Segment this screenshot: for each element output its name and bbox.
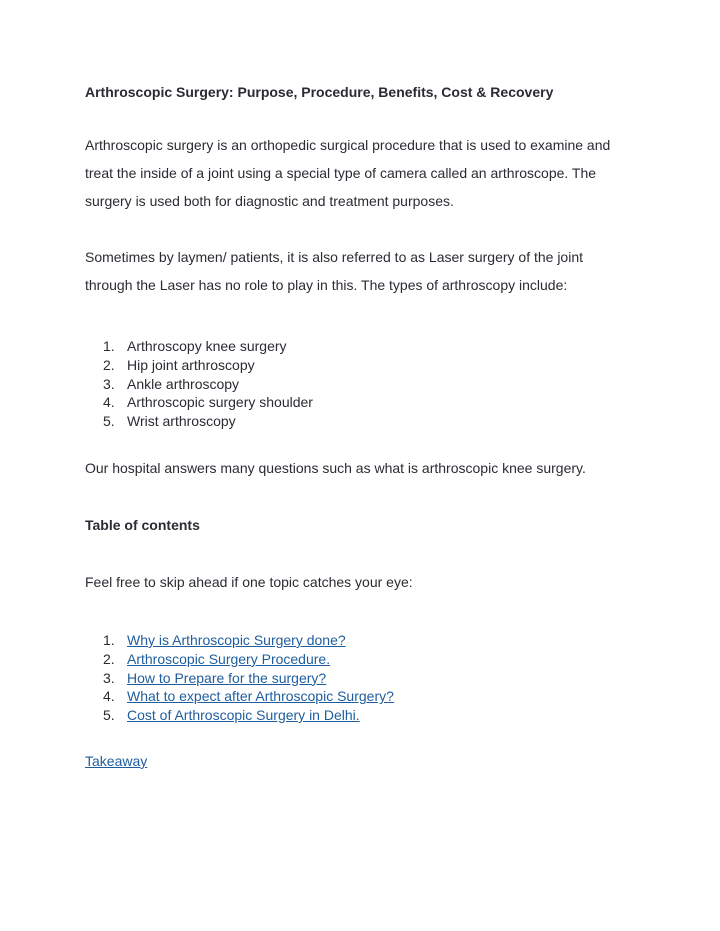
toc-link-why[interactable]: Why is Arthroscopic Surgery done? xyxy=(127,632,346,648)
list-number: 2. xyxy=(103,356,115,373)
toc-item xyxy=(103,687,394,706)
list-item-label: Ankle arthroscopy xyxy=(127,375,240,392)
toc-item xyxy=(103,669,394,688)
takeaway-link[interactable]: Takeaway xyxy=(85,753,148,769)
arthroscopy-types-list xyxy=(103,337,313,431)
list-item xyxy=(103,356,313,375)
list-number: 5. xyxy=(103,413,115,429)
list-item xyxy=(103,337,313,356)
toc-heading: Table of contents xyxy=(85,517,200,533)
toc-link-prepare[interactable]: How to Prepare for the surgery? xyxy=(127,669,327,686)
toc-item xyxy=(103,706,394,725)
takeaway-container xyxy=(85,753,147,769)
list-item-label: Arthroscopic surgery shoulder xyxy=(127,394,313,411)
document-title: Arthroscopic Surgery: Purpose, Procedure, Benefits, Cost & Recovery xyxy=(85,84,554,100)
list-number: 1. xyxy=(103,338,115,354)
list-number: 4. xyxy=(103,688,115,705)
list-item-label: Wrist arthroscopy xyxy=(127,413,236,429)
intro-line: Arthroscopic surgery is an orthopedic surgical procedure that is used to examine and xyxy=(85,137,611,153)
list-item xyxy=(103,375,313,394)
list-number: 3. xyxy=(103,375,115,392)
hospital-paragraph: Our hospital answers many questions such as what is arthroscopic knee surgery. xyxy=(85,460,586,476)
laser-line: through the Laser has no role to play in this. The types of arthroscopy include: xyxy=(85,277,568,293)
toc-link-cost[interactable]: Cost of Arthroscopic Surgery in Delhi. xyxy=(127,707,360,723)
toc-intro: Feel free to skip ahead if one topic catches your eye: xyxy=(85,574,413,590)
toc-list xyxy=(103,631,394,725)
list-number: 4. xyxy=(103,394,115,411)
list-number: 3. xyxy=(103,669,115,686)
toc-item xyxy=(103,631,394,650)
intro-line: surgery is used both for diagnostic and treatment purposes. xyxy=(85,193,454,209)
list-item-label: Hip joint arthroscopy xyxy=(127,356,255,373)
list-item xyxy=(103,412,313,431)
laser-line: Sometimes by laymen/ patients, it is also referred to as Laser surgery of the joint xyxy=(85,249,584,265)
intro-line: treat the inside of a joint using a special type of camera called an arthroscope. The xyxy=(85,165,597,181)
list-number: 1. xyxy=(103,632,115,648)
laser-paragraph xyxy=(85,248,645,304)
list-number: 5. xyxy=(103,707,115,723)
toc-item xyxy=(103,650,394,669)
toc-link-expect[interactable]: What to expect after Arthroscopic Surgery? xyxy=(127,688,394,705)
intro-paragraph xyxy=(85,136,645,220)
toc-link-procedure[interactable]: Arthroscopic Surgery Procedure. xyxy=(127,650,331,667)
list-number: 2. xyxy=(103,650,115,667)
list-item xyxy=(103,393,313,412)
list-item-label: Arthroscopy knee surgery xyxy=(127,338,287,354)
